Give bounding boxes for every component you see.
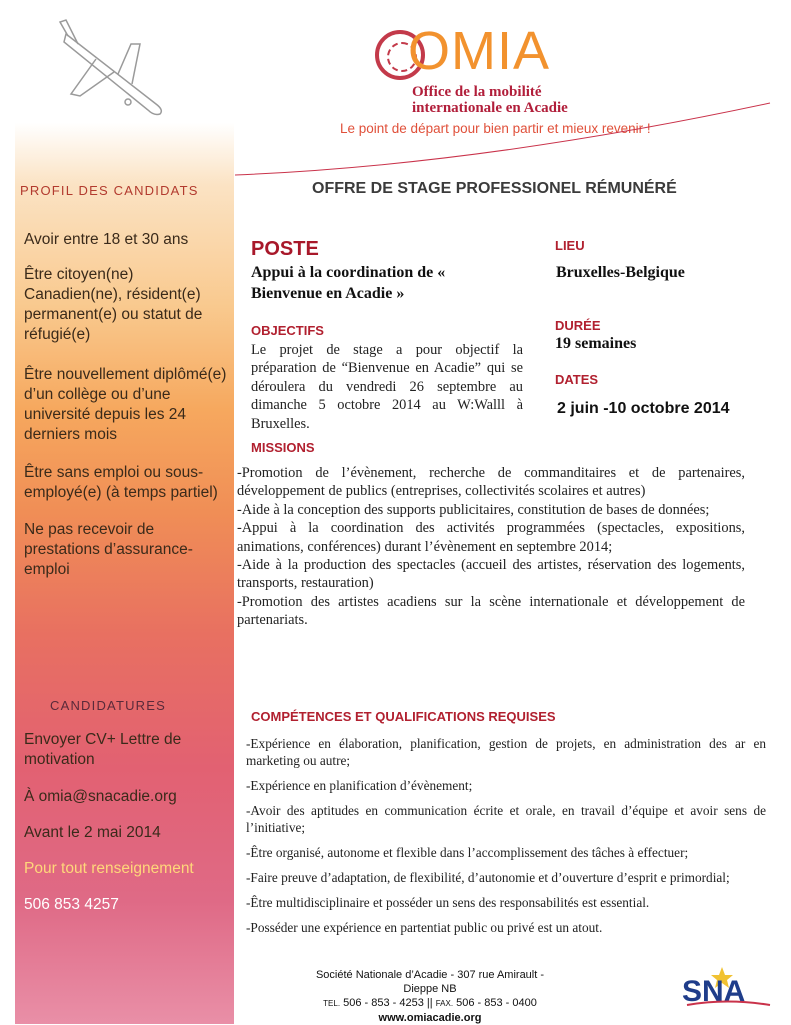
offer-title: OFFRE DE STAGE PROFESSIONEL RÉMUNÉRÉ [312,180,677,197]
profile-item-unemployed: Être sans emploi ou sous-employé(e) (à temps partiel) [24,464,218,501]
applications-heading: CANDIDATURES [50,698,167,713]
mission-item: -Aide à la production des spectacles (accueil des artistes, réservation des logements, transports, restauration) [237,557,745,592]
mission-item: -Appui à la coordination des activités programmées (spectacles, expositions, animations, conférences) durant l’évènement en septembre 2014; [237,520,745,555]
lieu-label: LIEU [555,238,585,253]
mission-item: -Promotion de l’évènement, recherche de commanditaires et de partenaires, développement de publics (entreprises, collectivités scolaires et autres) [237,465,745,500]
tagline: Le point de départ pour bien partir et mieux revenir ! [340,121,651,136]
profile-item-age: Avoir entre 18 et 30 ans [24,231,189,248]
application-deadline: Avant le 2 mai 2014 [24,824,161,841]
skill-item: -Avoir des aptitudes en communication écrite et orale, en travail d’équipe et avoir sens de l’initiative; [246,803,766,835]
poste-label: POSTE [251,238,319,260]
missions-label: MISSIONS [251,440,315,455]
skills-label: COMPÉTENCES ET QUALIFICATIONS REQUISES [251,709,556,724]
mission-item: -Aide à la conception des supports publicitaires, constitution de bases de données; [237,501,710,518]
duree-value: 19 semaines [555,335,637,352]
tel-number: 506 - 853 - 4253 [343,997,424,1009]
logo-subtitle-line1: Office de la mobilité [412,84,542,100]
footer-contact: TEL. 506 - 853 - 4253 || FAX. 506 - 853 - 0400 [323,997,537,1009]
objectifs-text: Le projet de stage a pour objectif la préparation de “Bienvenue en Acadie” qui se déroulera du vendredi 26 septembre au dimanche 5 octobre 2014 au W:Walll à Bruxelles. [251,342,523,432]
duree-label: DURÉE [555,318,601,333]
poste-value: Appui à la coordination de « Bienvenue en Acadie » [251,264,446,302]
footer-website[interactable]: www.omiacadie.org [378,1012,482,1024]
logo-text: OMIA [408,21,551,81]
profile-item-graduate: Être nouvellement diplômé(e) d’un collège ou d’une université depuis les 24 derniers mois [24,366,227,443]
footer [300,968,560,1025]
footer-org: Société Nationale d’Acadie - 307 rue Amirault - Dieppe NB [315,969,545,995]
profile-item-no-benefits: Ne pas recevoir de prestations d’assurance-emploi [24,521,193,578]
profile-item-citizenship: Être citoyen(ne) Canadien(ne), résident(e) permanent(e) ou statut de réfugié(e) [24,266,203,343]
skill-item: -Posséder une expérience en partentiat public ou privé est un atout. [246,920,603,935]
mission-item: -Promotion des artistes acadiens sur la scène internationale et développement de partenariats. [237,593,745,629]
skill-item: -Être multidisciplinaire et posséder un sens des responsabilités est essential. [246,895,650,910]
missions-list [237,464,745,630]
skill-item: -Expérience en planification d’évènement; [246,778,473,793]
fax-label: FAX. [435,999,454,1008]
skill-item: -Expérience en élaboration, planification, gestion de projets, en administration des ar en marketing ou autre; [246,736,766,768]
skill-item: -Être organisé, autonome et flexible dans l’accomplissement des tâches à effectuer; [246,845,689,860]
fax-number: 506 - 853 - 0400 [456,997,537,1009]
application-email[interactable]: À omia@snacadie.org [24,788,177,805]
info-label: Pour tout renseignement [24,860,194,877]
contact-phone: 506 853 4257 [24,896,119,913]
header-swoosh [230,95,775,185]
tel-label: TEL. [323,999,341,1008]
profile-heading: PROFIL DES CANDIDATS [20,183,199,198]
airplane-icon [56,14,176,124]
skill-item: -Faire preuve d’adaptation, de flexibilité, d’autonomie et d’ouverture d’esprit e primordial; [246,870,730,885]
sna-logo-text: SNA [682,975,746,1008]
sna-logo [682,965,772,1010]
skills-list [246,735,766,944]
lieu-value: Bruxelles-Belgique [556,264,685,281]
dates-label: DATES [555,372,599,387]
application-send: Envoyer CV+ Lettre de motivation [24,731,182,768]
objectifs-label: OBJECTIFS [251,323,324,338]
dates-value: 2 juin -10 octobre 2014 [557,400,730,417]
logo-subtitle-line2: internationale en Acadie [412,100,568,116]
